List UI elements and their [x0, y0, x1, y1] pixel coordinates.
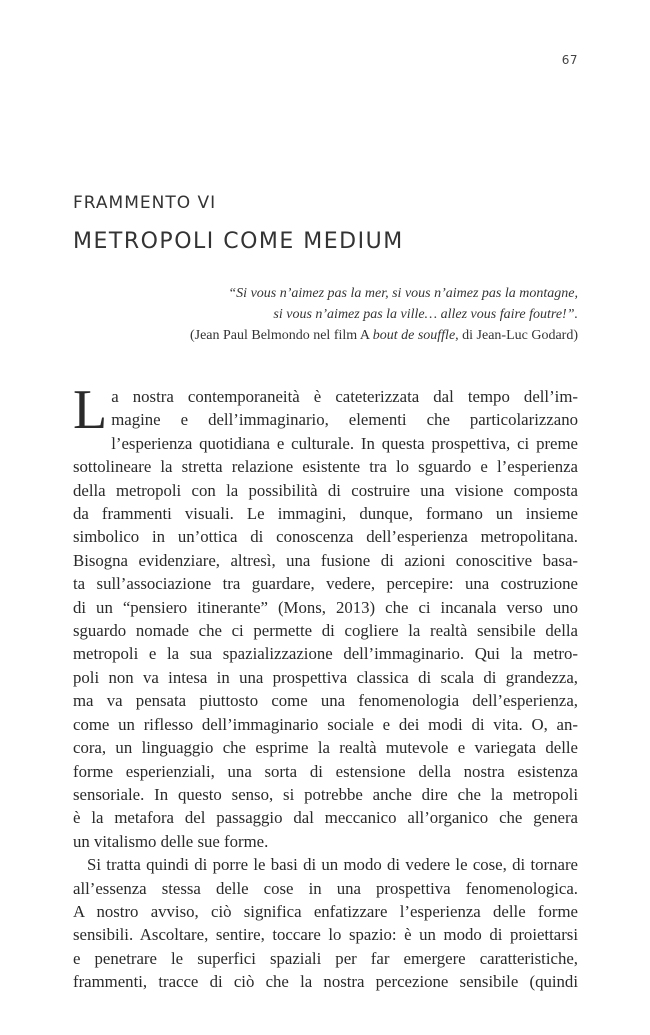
- chapter-title: METROPOLI COME MEDIUM: [73, 229, 404, 254]
- text-line: A nostro avviso, ciò significa enfatizzare l’esperienza delle forme: [73, 901, 578, 921]
- text-line: Bisogna evidenziare, altresì, una fusione di azioni conoscitive basa-: [73, 550, 578, 570]
- page-number: 67: [561, 53, 578, 67]
- text-line: all’essenza stessa delle cose in una prospettiva fenomenologica.: [73, 878, 578, 898]
- text-line: sensoriale. In questo senso, si potrebbe anche dire che la metropoli: [73, 784, 578, 804]
- epigraph-source-suffix: , di Jean-Luc Godard): [455, 328, 578, 343]
- text-line: a nostra contemporaneità è cateterizzata dal tempo dell’im-: [111, 387, 578, 406]
- text-line: di un “pensiero itinerante” (Mons, 2013) che ci incanala verso uno: [73, 597, 578, 617]
- text-line: Si tratta quindi di porre le basi di un modo di vedere le cose, di tornare: [87, 855, 578, 875]
- chapter-label: FRAMMENTO VI: [73, 193, 217, 213]
- text-line: forme esperienziali, una sorta di estensione della nostra esistenza: [73, 761, 578, 781]
- epigraph-source-title: bout de souffle: [372, 328, 456, 343]
- text-line: sensibili. Ascoltare, sentire, toccare lo spazio: è un modo di proiettarsi: [73, 925, 578, 945]
- epigraph-quote-line-1: “Si vous n’aimez pas la mer, si vous n’aimez pas la montagne,: [228, 286, 578, 301]
- text-line: da frammenti visuali. Le immagini, dunque, formano un insieme: [73, 504, 578, 524]
- epigraph-source-prefix: (Jean Paul Belmondo nel film A: [189, 328, 373, 343]
- body-text: [73, 379, 578, 994]
- text-line: frammenti, tracce di ciò che la nostra percezione sensibile (quindi: [73, 972, 578, 992]
- text-line: l’esperienza quotidiana e culturale. In questa prospettiva, ci preme: [111, 433, 578, 453]
- text-line: sguardo nomade che ci permette di cogliere la realtà sensibile della: [73, 621, 578, 641]
- text-line: della metropoli con la possibilità di costruire una visione composta: [73, 480, 578, 500]
- text-line: un vitalismo delle sue forme.: [73, 831, 269, 851]
- drop-cap: L: [73, 379, 108, 441]
- text-line: è la metafora del passaggio dal meccanico all’organico che genera: [73, 808, 578, 828]
- paragraph-1: [73, 379, 578, 853]
- text-line: simbolico in un’ottica di conoscenza dell’esperienza metropolitana.: [73, 527, 578, 547]
- epigraph-source: [108, 325, 578, 346]
- text-line: ma va pensata piuttosto come una fenomenologia dell’esperienza,: [73, 691, 578, 711]
- text-line: magine e dell’immaginario, elementi che particolarizzano: [111, 410, 578, 430]
- text-line: sottolineare la stretta relazione esistente tra lo sguardo e l’esperienza: [73, 457, 578, 477]
- epigraph-quote-line-2: si vous n’aimez pas la ville… allez vous faire foutre!”.: [273, 307, 578, 322]
- text-line: come un riflesso dell’immaginario sociale e dei modi di vita. O, an-: [73, 714, 578, 734]
- text-line: ta sull’associazione tra guardare, vedere, percepire: una costruzione: [73, 574, 578, 594]
- text-line: metropoli e la sua spazializzazione dell’immaginario. Qui la metro-: [73, 644, 578, 664]
- epigraph: [108, 283, 578, 346]
- text-line: poli non va intesa in una prospettiva classica di scala di grandezza,: [73, 667, 578, 687]
- paragraph-2: [73, 853, 578, 993]
- text-line: cora, un linguaggio che esprime la realtà mutevole e variegata delle: [73, 738, 578, 758]
- text-line: e penetrare le superfici spaziali per far emergere caratteristiche,: [73, 948, 578, 968]
